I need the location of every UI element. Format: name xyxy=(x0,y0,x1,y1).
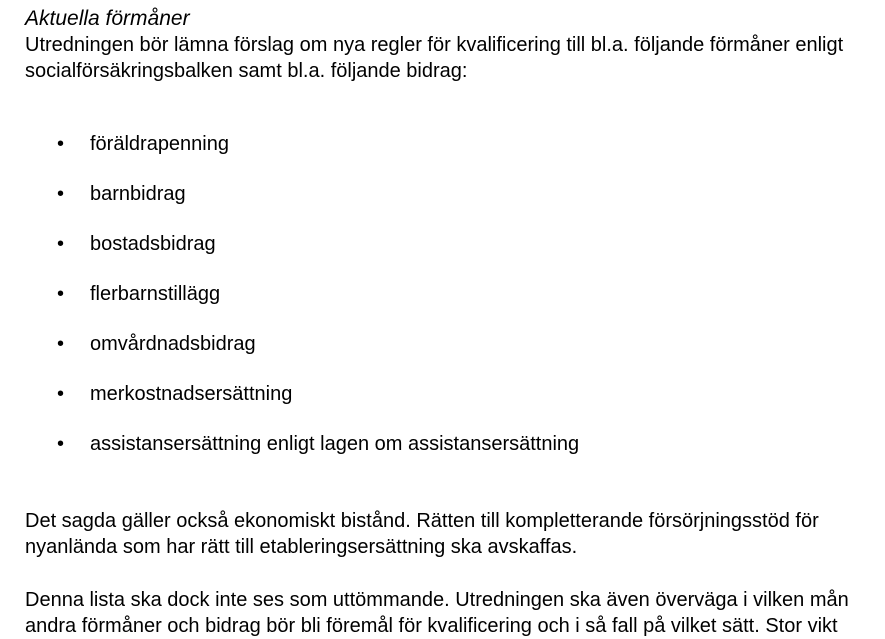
list-item-text: merkostnadsersättning xyxy=(90,383,293,405)
paragraph-1-line-2: nyanlända som har rätt till etableringsersättning ska avskaffas. xyxy=(25,536,578,558)
body-paragraph xyxy=(25,587,875,639)
bullet-icon: • xyxy=(57,183,65,205)
list-item-text: omvårdnadsbidrag xyxy=(90,333,256,355)
bullet-icon: • xyxy=(57,333,65,355)
section-heading: Aktuella förmåner xyxy=(25,7,190,30)
list-item-text: flerbarnstillägg xyxy=(90,283,221,305)
paragraph-2-line-1: Denna lista ska dock inte ses som uttömmande. Utredningen ska även överväga i vilken mån xyxy=(25,589,849,611)
list-item-text: barnbidrag xyxy=(90,183,186,205)
bullet-icon: • xyxy=(57,233,65,255)
bullet-icon: • xyxy=(57,383,65,405)
paragraph-2-line-2: andra förmåner och bidrag bör bli föremål för kvalificering och i så fall på vilket sätt. Stor vikt xyxy=(25,615,838,637)
list-item-text: assistansersättning enligt lagen om assistansersättning xyxy=(90,433,580,455)
list-item-text: bostadsbidrag xyxy=(90,233,216,255)
intro-line-1: Utredningen bör lämna förslag om nya regler för kvalificering till bl.a. följande förmåner enligt xyxy=(25,34,844,56)
intro-paragraph xyxy=(25,32,875,84)
document-page xyxy=(25,6,875,637)
list-item-text: föräldrapenning xyxy=(90,133,229,155)
bullet-icon: • xyxy=(57,283,65,305)
body-paragraph xyxy=(25,508,875,560)
bullet-icon: • xyxy=(57,133,65,155)
bullet-icon: • xyxy=(57,433,65,455)
intro-line-2: socialförsäkringsbalken samt bl.a. följande bidrag: xyxy=(25,60,468,82)
paragraph-1-line-1: Det sagda gäller också ekonomiskt bistånd. Rätten till kompletterande försörjningsstöd för xyxy=(25,510,819,532)
